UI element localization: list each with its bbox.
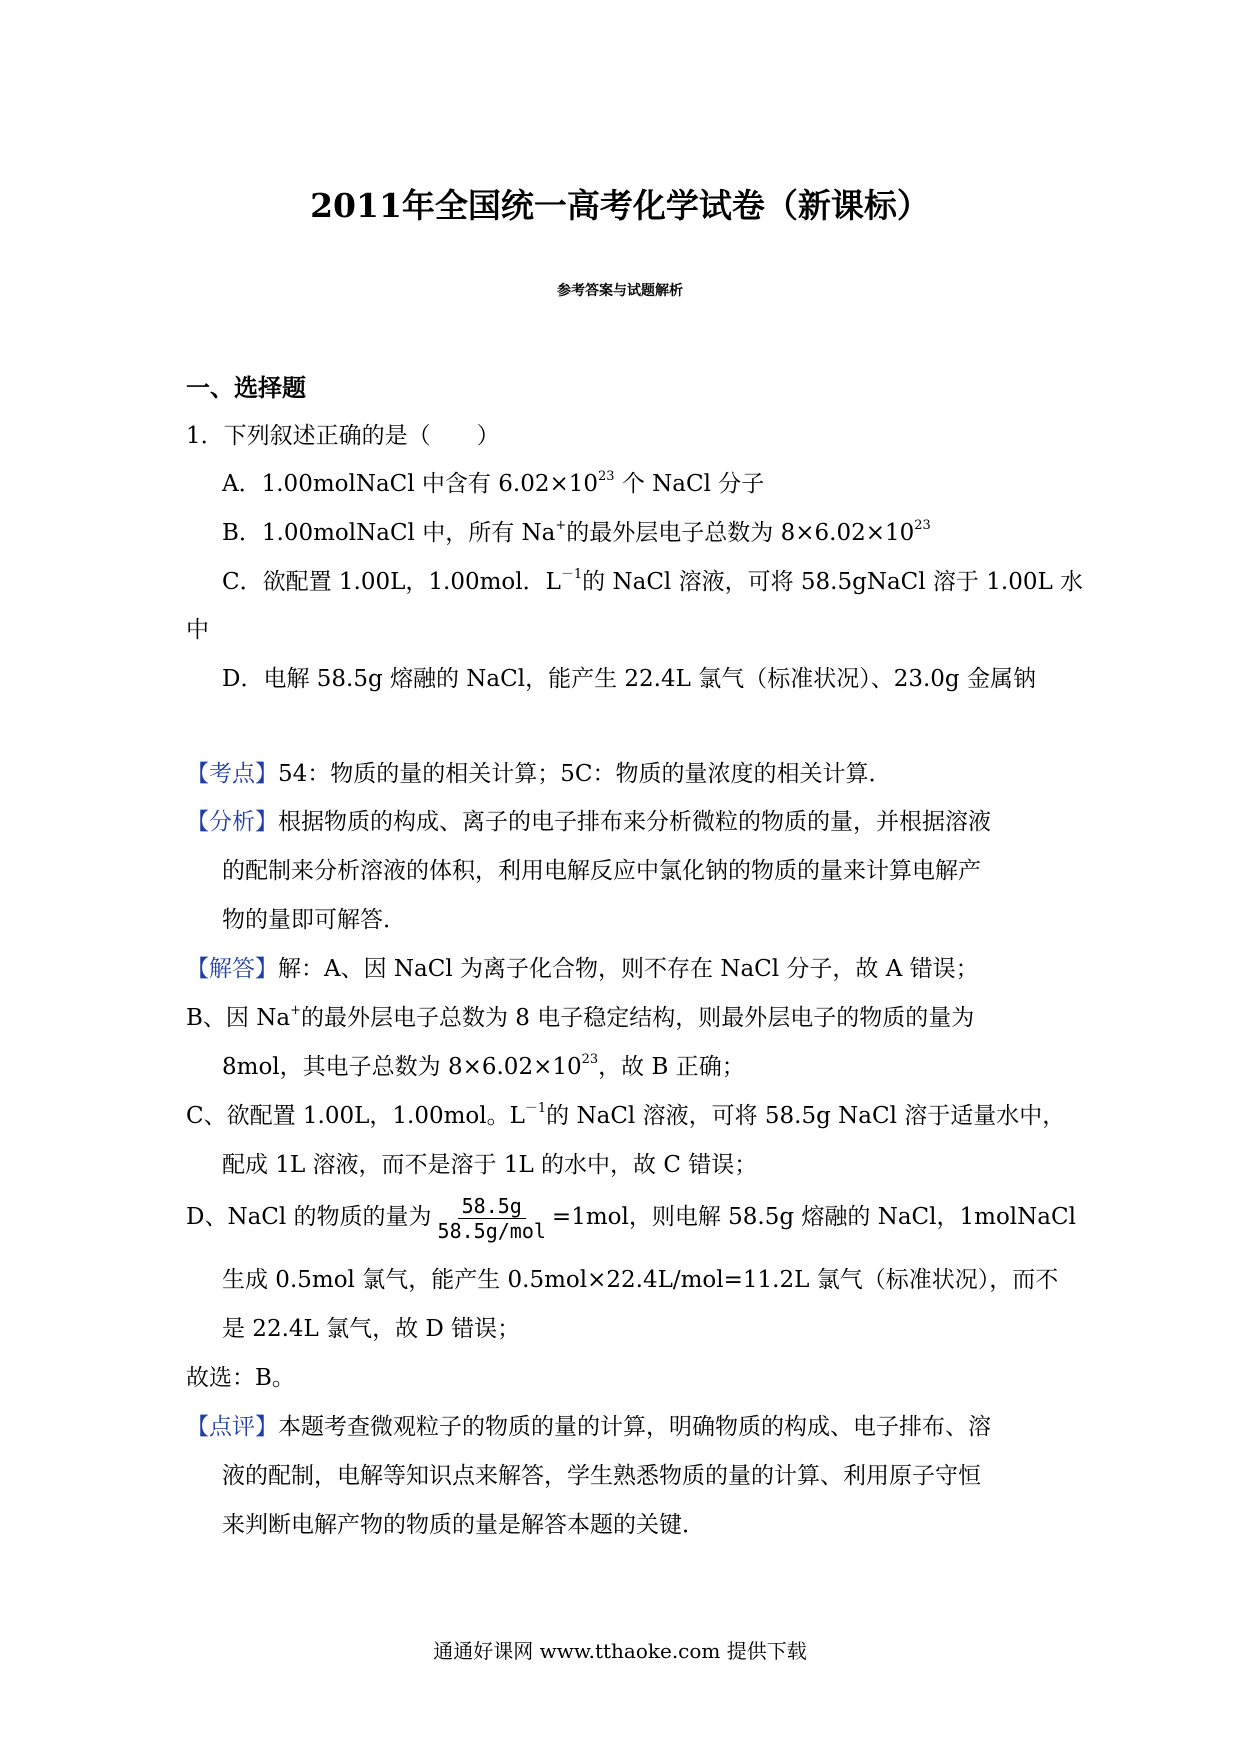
fenxi-line-2: 的配制来分析溶液的体积，利用电解反应中氯化钠的物质的量来计算电解产 bbox=[222, 858, 981, 884]
kaodian-label: 【考点】 bbox=[186, 761, 278, 787]
kaodian-line: 【考点】54：物质的量的相关计算；5C：物质的量浓度的相关计算． bbox=[186, 761, 892, 787]
option-d: D．电解 58.5g 熔融的 NaCl，能产生 22.4L 氯气（标准状况）、23.0g 金属钠 bbox=[222, 666, 1036, 692]
fenxi-line-1: 【分析】根据物质的构成、离子的电子排布来分析微粒的物质的量，并根据溶液 bbox=[186, 809, 991, 835]
mole-fraction bbox=[434, 1194, 550, 1243]
page-title: 2011年全国统一高考化学试卷（新课标） bbox=[310, 186, 930, 225]
dianping-line-1: 【点评】本题考查微观粒子的物质的量的计算，明确物质的构成、电子排布、溶 bbox=[186, 1414, 991, 1440]
jieda-line-1: 【解答】解：A、因 NaCl 为离子化合物，则不存在 NaCl 分子，故 A 错误； bbox=[186, 956, 979, 982]
fenxi-label: 【分析】 bbox=[186, 809, 278, 835]
fenxi-line-3: 物的量即可解答． bbox=[222, 907, 406, 933]
answer-conclusion: 故选：B。 bbox=[186, 1365, 295, 1391]
page-subtitle: 参考答案与试题解析 bbox=[557, 283, 683, 299]
question-stem: 1．下列叙述正确的是（ ） bbox=[186, 423, 500, 449]
option-c-wrap: 中 bbox=[186, 617, 209, 643]
jieda-c-line-1: C、欲配置 1.00L，1.00mol。$L^{-1}$的 NaCl 溶液，可将 58.5g NaCl 溶于适量水中， bbox=[186, 1101, 1066, 1129]
option-a: A．1.00molNaCl 中含有 $6.02\times 10^{23}$ 个 NaCl 分子 bbox=[222, 469, 765, 497]
section-heading: 一、选择题 bbox=[186, 373, 306, 402]
option-c: C．欲配置 1.00L，1.00mol．$L^{-1}$的 NaCl 溶液，可将 58.5gNaCl 溶于 1.00L 水 bbox=[222, 567, 1084, 595]
jieda-d-line-2: 生成 0.5mol 氯气，能产生 0.5mol×22.4L/mol=11.2L 氯气（标准状况），而不 bbox=[222, 1267, 1059, 1293]
jieda-label: 【解答】 bbox=[186, 956, 278, 982]
dianping-label: 【点评】 bbox=[186, 1414, 278, 1440]
jieda-c-line-2: 配成 1L 溶液，而不是溶于 1L 的水中，故 C 错误； bbox=[222, 1152, 758, 1178]
fraction-numerator: 58.5g bbox=[458, 1194, 526, 1219]
jieda-d-line-1: D、NaCl 的物质的量为 $\frac{58.5g}{\text{58.5g/mol}}$ =1mol，则电解 58.5g 熔融的 NaCl，1molNaCl bbox=[186, 1193, 1076, 1243]
dianping-line-2: 液的配制，电解等知识点来解答，学生熟悉物质的量的计算、利用原子守恒 bbox=[222, 1463, 981, 1489]
jieda-b-line-1: B、因 Na+的最外层电子总数为 8 电子稳定结构，则最外层电子的物质的量为 bbox=[186, 1003, 975, 1031]
jieda-d-line-3: 是 22.4L 氯气，故 D 错误； bbox=[222, 1316, 521, 1342]
dianping-line-3: 来判断电解产物的物质的量是解答本题的关键． bbox=[222, 1512, 705, 1538]
footer-credit: 通通好课网 www.tthaoke.com 提供下载 bbox=[433, 1639, 807, 1663]
jieda-b-line-2: 8mol，其电子总数为 $8\times 6.02\times 10^{23}$，故 B 正确； bbox=[222, 1052, 745, 1080]
fraction-denominator: 58.5g/mol bbox=[437, 1218, 546, 1243]
option-b: B．1.00molNaCl 中，所有 Na+的最外层电子总数为 $8\times 6.02\times 10^{23}$ bbox=[222, 518, 931, 546]
